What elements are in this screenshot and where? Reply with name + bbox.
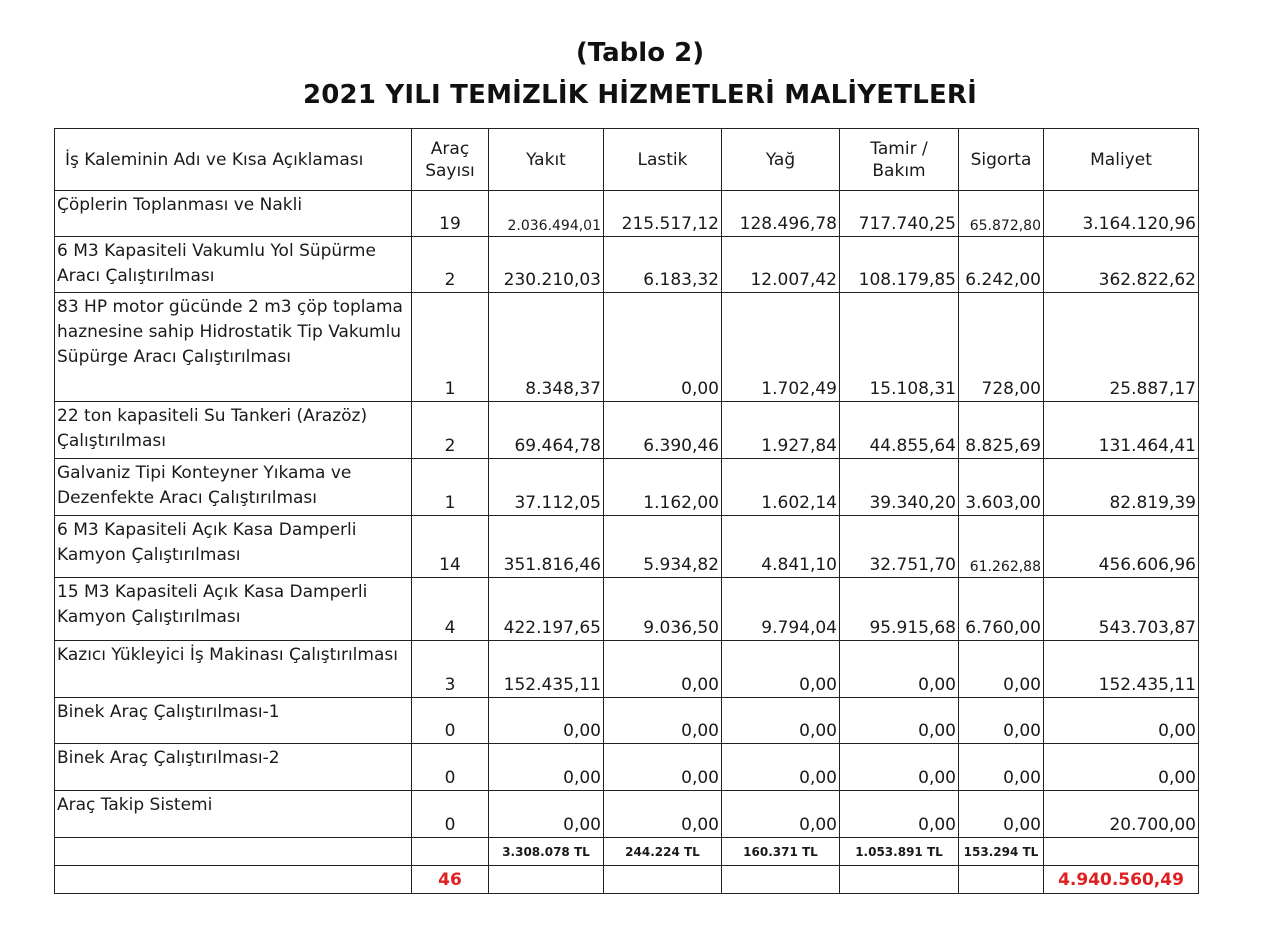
- table-row: [55, 516, 1199, 578]
- row-count: 2: [412, 402, 489, 459]
- row-fuel: 37.112,05: [489, 459, 604, 516]
- grand-empty-repair: [840, 866, 959, 894]
- total-oil: 160.371 TL: [722, 838, 840, 866]
- row-count: 19: [412, 191, 489, 237]
- grand-total-cost: 4.940.560,49: [1044, 866, 1199, 894]
- row-tire: 0,00: [604, 744, 722, 791]
- row-cost: 25.887,17: [1044, 293, 1199, 402]
- grand-empty-item: [55, 866, 412, 894]
- row-oil: 12.007,42: [722, 237, 840, 293]
- row-repair: 15.108,31: [840, 293, 959, 402]
- row-repair: 44.855,64: [840, 402, 959, 459]
- row-count: 0: [412, 698, 489, 744]
- row-insurance: 0,00: [959, 791, 1044, 838]
- row-repair: 95.915,68: [840, 578, 959, 641]
- row-tire: 5.934,82: [604, 516, 722, 578]
- row-tire: 6.183,32: [604, 237, 722, 293]
- row-oil: 1.602,14: [722, 459, 840, 516]
- row-oil: 1.927,84: [722, 402, 840, 459]
- row-item: Kazıcı Yükleyici İş Makinası Çalıştırılması: [55, 641, 412, 698]
- header-row: [55, 129, 1199, 191]
- row-count: 0: [412, 791, 489, 838]
- row-count: 4: [412, 578, 489, 641]
- row-repair: 717.740,25: [840, 191, 959, 237]
- row-fuel: 69.464,78: [489, 402, 604, 459]
- row-oil: 1.702,49: [722, 293, 840, 402]
- row-item: Galvaniz Tipi Konteyner Yıkama ve Dezenfekte Aracı Çalıştırılması: [55, 459, 412, 516]
- row-tire: 1.162,00: [604, 459, 722, 516]
- grand-total-count: 46: [412, 866, 489, 894]
- row-repair: 32.751,70: [840, 516, 959, 578]
- row-insurance: 0,00: [959, 641, 1044, 698]
- row-tire: 0,00: [604, 293, 722, 402]
- row-repair: 0,00: [840, 641, 959, 698]
- table-row: [55, 744, 1199, 791]
- row-item: 22 ton kapasiteli Su Tankeri (Arazöz) Çalıştırılması: [55, 402, 412, 459]
- row-item: 83 HP motor gücünde 2 m3 çöp toplama haznesine sahip Hidrostatik Tip Vakumlu Süpürge Aracı Çalıştırılması: [55, 293, 412, 402]
- header-repair: Tamir / Bakım: [840, 129, 959, 191]
- header-cost: Maliyet: [1044, 129, 1199, 191]
- row-fuel: 8.348,37: [489, 293, 604, 402]
- row-count: 2: [412, 237, 489, 293]
- row-insurance: 65.872,80: [959, 191, 1044, 237]
- cost-table: [54, 128, 1199, 894]
- table-caption: (Tablo 2): [575, 38, 705, 68]
- row-repair: 39.340,20: [840, 459, 959, 516]
- row-oil: 0,00: [722, 744, 840, 791]
- row-insurance: 8.825,69: [959, 402, 1044, 459]
- row-count: 3: [412, 641, 489, 698]
- row-fuel: 351.816,46: [489, 516, 604, 578]
- row-tire: 0,00: [604, 791, 722, 838]
- row-tire: 9.036,50: [604, 578, 722, 641]
- totals-empty-count: [412, 838, 489, 866]
- row-tire: 6.390,46: [604, 402, 722, 459]
- row-oil: 4.841,10: [722, 516, 840, 578]
- row-count: 1: [412, 293, 489, 402]
- row-oil: 9.794,04: [722, 578, 840, 641]
- row-item: 6 M3 Kapasiteli Vakumlu Yol Süpürme Aracı Çalıştırılması: [55, 237, 412, 293]
- row-cost: 0,00: [1044, 744, 1199, 791]
- row-fuel: 0,00: [489, 791, 604, 838]
- table-row: [55, 641, 1199, 698]
- row-repair: 0,00: [840, 698, 959, 744]
- row-repair: 108.179,85: [840, 237, 959, 293]
- row-cost: 456.606,96: [1044, 516, 1199, 578]
- row-insurance: 6.760,00: [959, 578, 1044, 641]
- header-count: Araç Sayısı: [412, 129, 489, 191]
- grand-empty-insurance: [959, 866, 1044, 894]
- row-cost: 152.435,11: [1044, 641, 1199, 698]
- row-insurance: 61.262,88: [959, 516, 1044, 578]
- header-insurance: Sigorta: [959, 129, 1044, 191]
- row-insurance: 728,00: [959, 293, 1044, 402]
- row-cost: 543.703,87: [1044, 578, 1199, 641]
- totals-empty-item: [55, 838, 412, 866]
- row-insurance: 0,00: [959, 744, 1044, 791]
- row-item: Binek Araç Çalıştırılması-1: [55, 698, 412, 744]
- row-fuel: 152.435,11: [489, 641, 604, 698]
- row-oil: 0,00: [722, 791, 840, 838]
- grand-empty-fuel: [489, 866, 604, 894]
- header-fuel: Yakıt: [489, 129, 604, 191]
- grand-empty-tire: [604, 866, 722, 894]
- header-oil: Yağ: [722, 129, 840, 191]
- table-row: [55, 237, 1199, 293]
- header-item: İş Kaleminin Adı ve Kısa Açıklaması: [55, 129, 412, 191]
- row-item: Binek Araç Çalıştırılması-2: [55, 744, 412, 791]
- table-row: [55, 191, 1199, 237]
- row-oil: 128.496,78: [722, 191, 840, 237]
- row-tire: 0,00: [604, 641, 722, 698]
- row-cost: 3.164.120,96: [1044, 191, 1199, 237]
- row-insurance: 0,00: [959, 698, 1044, 744]
- total-fuel: 3.308.078 TL: [489, 838, 604, 866]
- row-count: 1: [412, 459, 489, 516]
- row-count: 0: [412, 744, 489, 791]
- row-count: 14: [412, 516, 489, 578]
- table-row: [55, 402, 1199, 459]
- row-fuel: 230.210,03: [489, 237, 604, 293]
- row-fuel: 0,00: [489, 698, 604, 744]
- row-fuel: 0,00: [489, 744, 604, 791]
- row-repair: 0,00: [840, 791, 959, 838]
- row-tire: 0,00: [604, 698, 722, 744]
- row-cost: 362.822,62: [1044, 237, 1199, 293]
- row-item: 6 M3 Kapasiteli Açık Kasa Damperli Kamyon Çalıştırılması: [55, 516, 412, 578]
- row-repair: 0,00: [840, 744, 959, 791]
- row-insurance: 3.603,00: [959, 459, 1044, 516]
- row-cost: 20.700,00: [1044, 791, 1199, 838]
- page-title: 2021 YILI TEMİZLİK HİZMETLERİ MALİYETLERİ: [302, 80, 978, 110]
- row-oil: 0,00: [722, 698, 840, 744]
- row-insurance: 6.242,00: [959, 237, 1044, 293]
- row-oil: 0,00: [722, 641, 840, 698]
- total-tire: 244.224 TL: [604, 838, 722, 866]
- row-cost: 131.464,41: [1044, 402, 1199, 459]
- totals-row: [55, 838, 1199, 866]
- total-insurance: 153.294 TL: [959, 838, 1044, 866]
- row-fuel: 422.197,65: [489, 578, 604, 641]
- row-cost: 0,00: [1044, 698, 1199, 744]
- table-row: [55, 791, 1199, 838]
- grand-empty-oil: [722, 866, 840, 894]
- total-repair: 1.053.891 TL: [840, 838, 959, 866]
- row-cost: 82.819,39: [1044, 459, 1199, 516]
- row-item: Araç Takip Sistemi: [55, 791, 412, 838]
- row-tire: 215.517,12: [604, 191, 722, 237]
- table-row: [55, 698, 1199, 744]
- totals-empty-cost: [1044, 838, 1199, 866]
- table-row: [55, 459, 1199, 516]
- row-item: 15 M3 Kapasiteli Açık Kasa Damperli Kamyon Çalıştırılması: [55, 578, 412, 641]
- table-row: [55, 578, 1199, 641]
- row-item: Çöplerin Toplanması ve Nakli: [55, 191, 412, 237]
- header-tire: Lastik: [604, 129, 722, 191]
- grand-total-row: [55, 866, 1199, 894]
- row-fuel: 2.036.494,01: [489, 191, 604, 237]
- table-row: [55, 293, 1199, 402]
